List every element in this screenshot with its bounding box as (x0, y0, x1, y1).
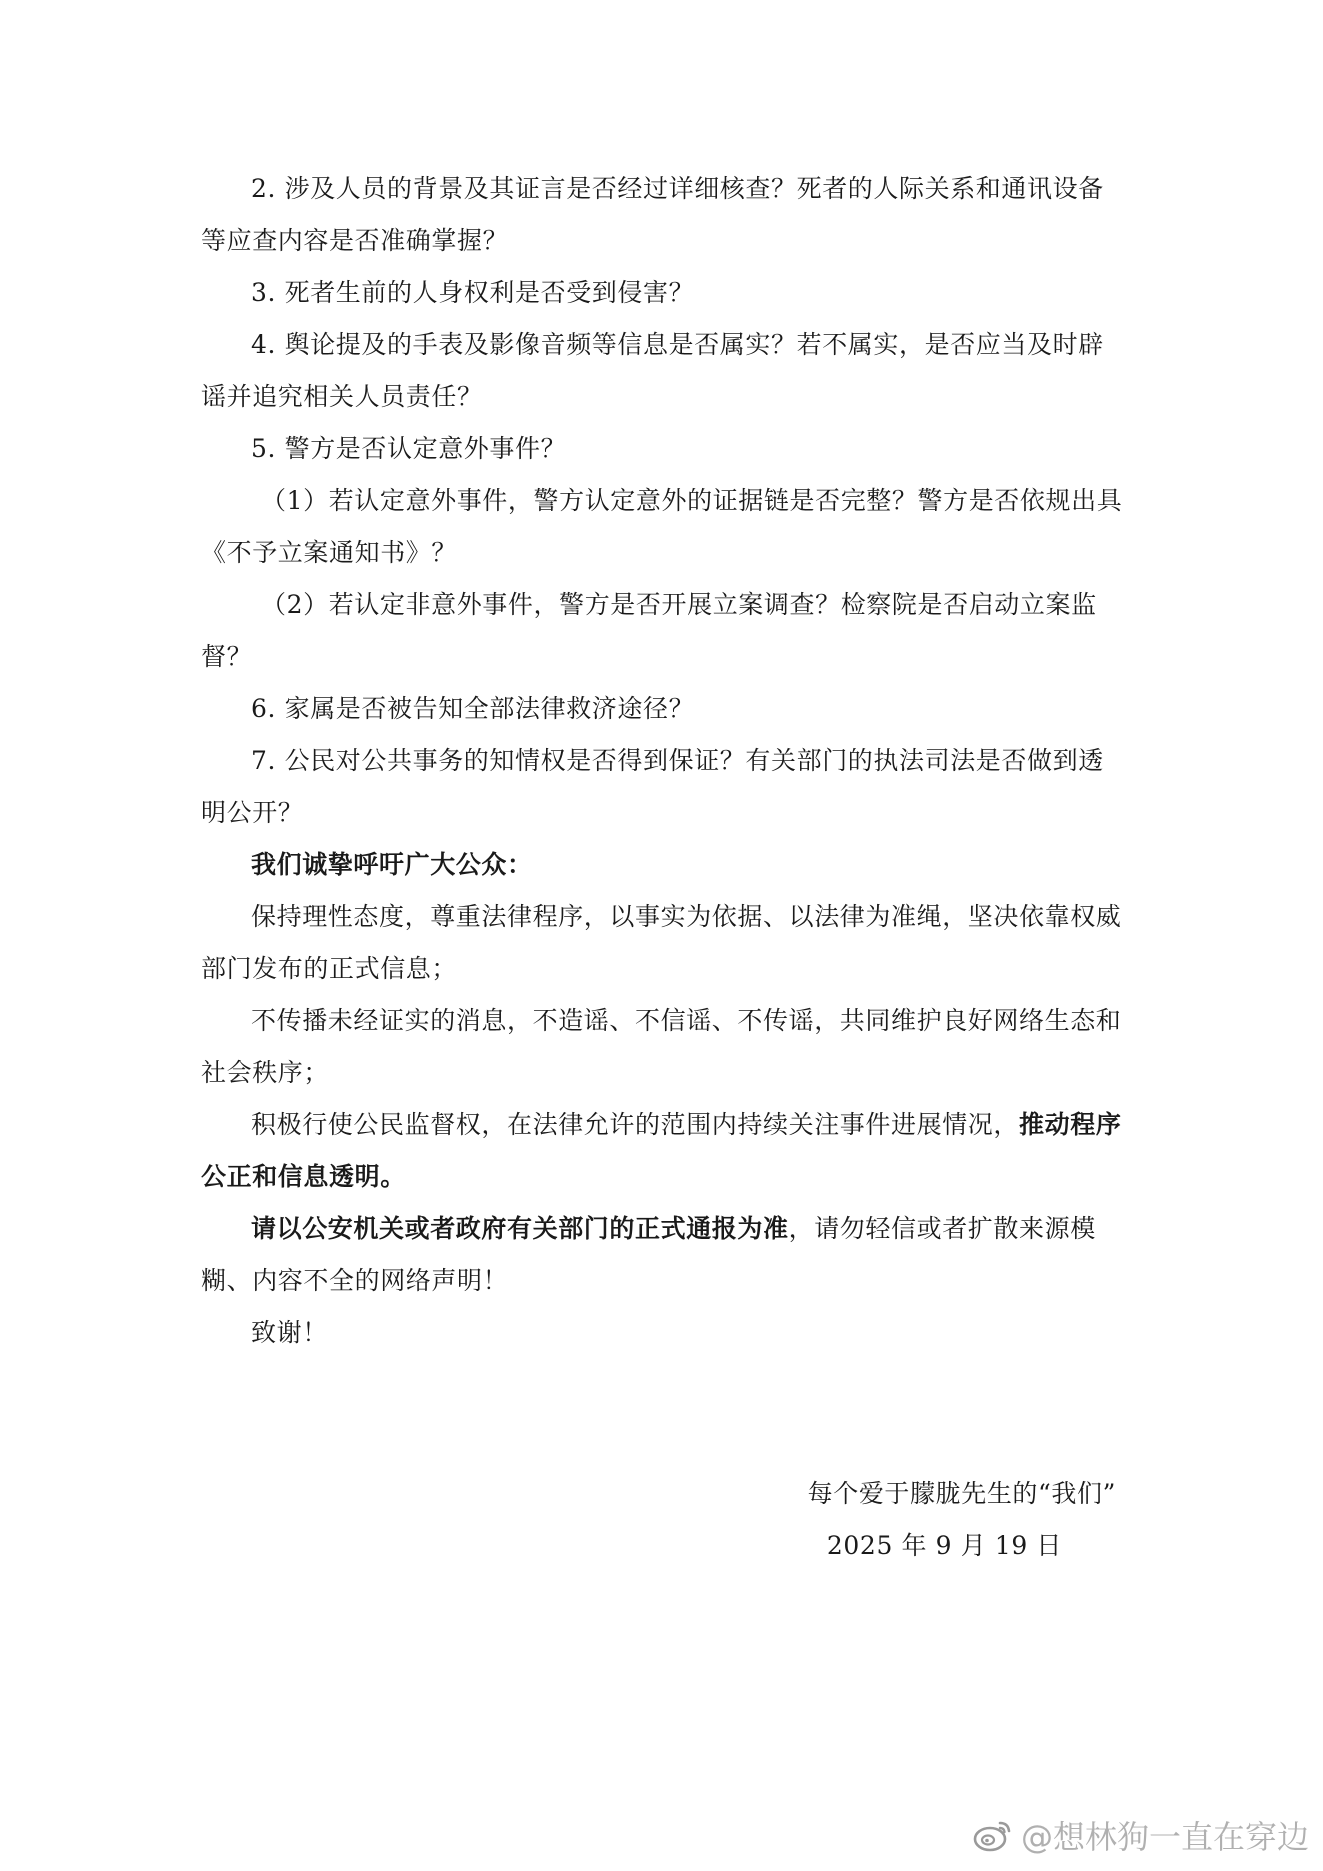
paragraph-item-3: 3. 死者生前的人身权利是否受到侵害？ (251, 278, 695, 307)
watermark (973, 1811, 1309, 1859)
paragraph-item-5-1: （1）若认定意外事件，警方认定意外的证据链是否完整？警方是否依规出具《不予立案通知书》？ (201, 486, 1123, 567)
signature-name: 每个爱于朦胧先生的“我们” (807, 1479, 1116, 1508)
signature-date: 2025 年 9 月 19 日 (826, 1531, 1062, 1560)
paragraph-item-2: 2. 涉及人员的背景及其证言是否经过详细核查？死者的人际关系和通讯设备等应查内容是否准确掌握？ (201, 174, 1104, 255)
paragraph-item-5: 5. 警方是否认定意外事件？ (251, 434, 567, 463)
appeal-paragraph-1: 保持理性态度，尊重法律程序，以事实为依据、以法律为准绳，坚决依靠权威部门发布的正式信息； (201, 902, 1122, 983)
appeal-paragraph-2: 不传播未经证实的消息，不造谣、不信谣、不传谣，共同维护良好网络生态和社会秩序； (201, 1006, 1122, 1087)
paragraph-item-6: 6. 家属是否被告知全部法律救济途径？ (251, 694, 695, 723)
official-notice-emphasis: 请以公安机关或者政府有关部门的正式通报为准 (251, 1214, 789, 1243)
official-notice-paragraph (201, 1203, 1127, 1307)
appeal-heading: 我们诚挚呼吁广大公众： (251, 850, 533, 879)
appeal-paragraph-3-text: 积极行使公民监督权，在法律允许的范围内持续关注事件进展情况， (251, 1110, 1020, 1139)
paragraph-item-7: 7. 公民对公共事务的知情权是否得到保证？有关部门的执法司法是否做到透明公开？ (201, 746, 1104, 827)
signature-block (700, 1468, 1120, 1572)
paragraph-item-5-2: （2）若认定非意外事件，警方是否开展立案调查？检察院是否启动立案监督？ (201, 590, 1097, 671)
document-body (201, 163, 1127, 1359)
appeal-paragraph-3 (201, 1099, 1127, 1203)
thanks-line: 致谢！ (251, 1318, 328, 1347)
appeal-paragraph-3-emphasis: 推动程序公正和信息透明。 (201, 1110, 1122, 1191)
paragraph-item-4: 4. 舆论提及的手表及影像音频等信息是否属实？若不属实，是否应当及时辟谣并追究相关人员责任？ (201, 330, 1104, 411)
weibo-icon (973, 1818, 1013, 1852)
watermark-text: @想林狗一直在穿边 (1020, 1818, 1309, 1856)
official-notice-text: ，请勿轻信或者扩散来源模糊、内容不全的网络声明！ (201, 1214, 1096, 1295)
